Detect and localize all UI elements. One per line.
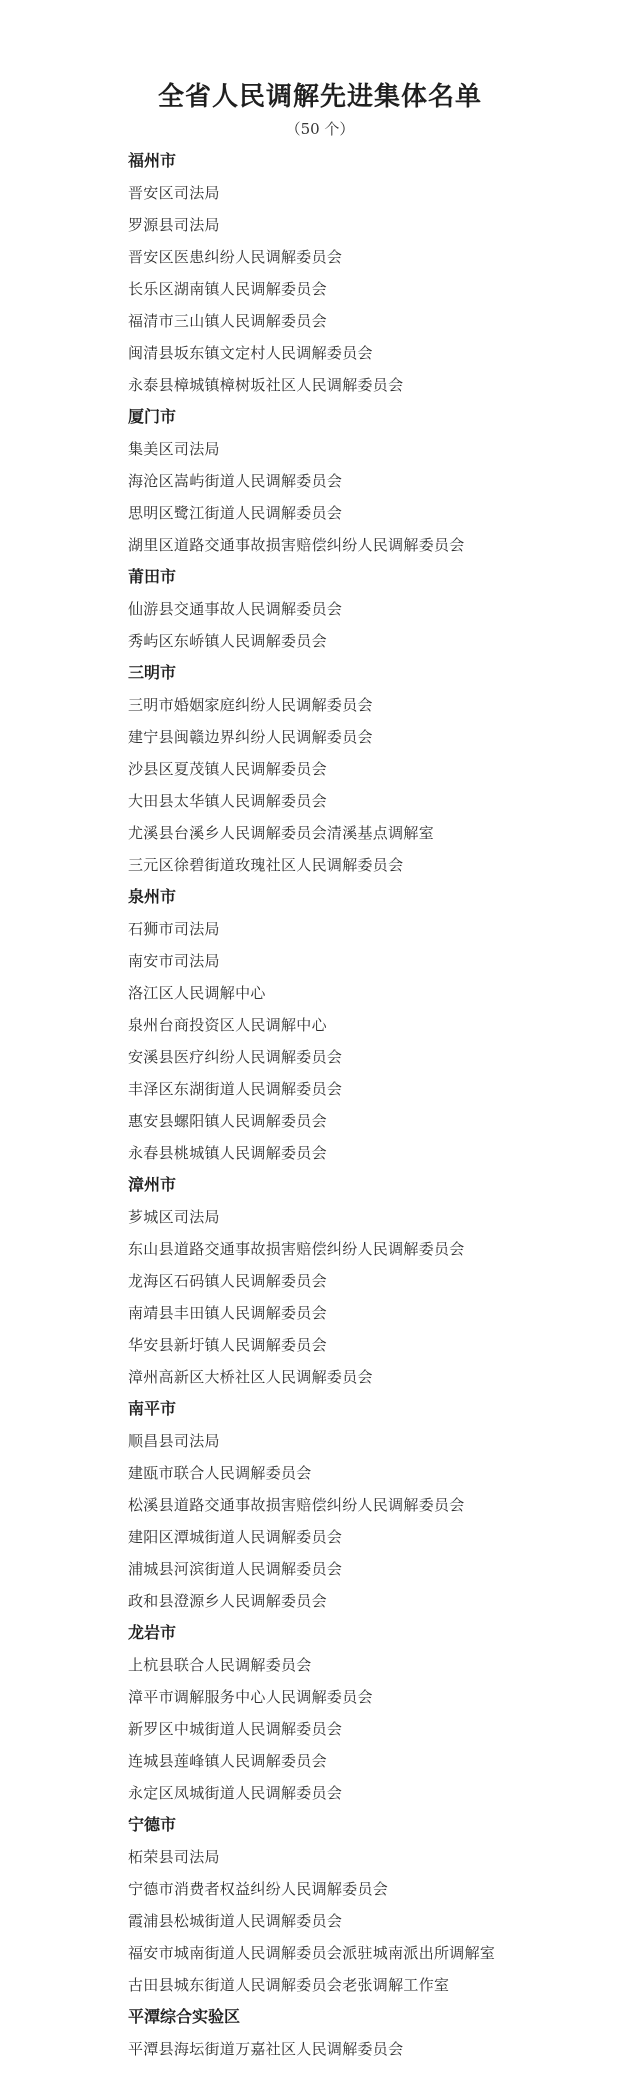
region-heading: 莆田市 bbox=[128, 567, 177, 586]
list-item: 石狮市司法局 bbox=[128, 920, 220, 938]
list-item: 华安县新圩镇人民调解委员会 bbox=[128, 1336, 327, 1354]
list-item: 新罗区中城街道人民调解委员会 bbox=[128, 1720, 343, 1738]
region-section bbox=[128, 1393, 608, 1617]
list-item: 罗源县司法局 bbox=[128, 216, 220, 234]
list-item: 福清市三山镇人民调解委员会 bbox=[128, 312, 327, 330]
region-heading: 平潭综合实验区 bbox=[128, 2007, 241, 2026]
region-section bbox=[128, 401, 608, 561]
list-item: 沙县区夏茂镇人民调解委员会 bbox=[128, 760, 327, 778]
region-heading: 龙岩市 bbox=[128, 1623, 177, 1642]
region-heading: 三明市 bbox=[128, 663, 177, 682]
list-item: 政和县澄源乡人民调解委员会 bbox=[128, 1592, 327, 1610]
list-item: 建瓯市联合人民调解委员会 bbox=[128, 1464, 312, 1482]
region-section bbox=[128, 561, 608, 657]
list-item: 泉州台商投资区人民调解中心 bbox=[128, 1016, 327, 1034]
list-item: 浦城县河滨街道人民调解委员会 bbox=[128, 1560, 343, 1578]
list-item: 集美区司法局 bbox=[128, 440, 220, 458]
list-item: 永泰县樟城镇樟树坂社区人民调解委员会 bbox=[128, 376, 404, 394]
list-item: 洛江区人民调解中心 bbox=[128, 984, 266, 1002]
list-item: 宁德市消费者权益纠纷人民调解委员会 bbox=[128, 1880, 389, 1898]
region-heading: 厦门市 bbox=[128, 407, 177, 426]
list-item: 松溪县道路交通事故损害赔偿纠纷人民调解委员会 bbox=[128, 1496, 465, 1514]
region-heading: 宁德市 bbox=[128, 1815, 177, 1834]
list-item: 漳平市调解服务中心人民调解委员会 bbox=[128, 1688, 373, 1706]
list-item: 仙游县交通事故人民调解委员会 bbox=[128, 600, 343, 618]
list-item: 安溪县医疗纠纷人民调解委员会 bbox=[128, 1048, 343, 1066]
region-section bbox=[128, 2001, 608, 2065]
page-subtitle: （50 个） bbox=[285, 120, 355, 138]
list-item: 晋安区司法局 bbox=[128, 184, 220, 202]
list-item: 芗城区司法局 bbox=[128, 1208, 220, 1226]
list-item: 上杭县联合人民调解委员会 bbox=[128, 1656, 312, 1674]
list-item: 长乐区湖南镇人民调解委员会 bbox=[128, 280, 327, 298]
list-item: 福安市城南街道人民调解委员会派驻城南派出所调解室 bbox=[128, 1944, 496, 1962]
list-item: 晋安区医患纠纷人民调解委员会 bbox=[128, 248, 343, 266]
region-heading: 泉州市 bbox=[128, 887, 177, 906]
list-item: 霞浦县松城街道人民调解委员会 bbox=[128, 1912, 343, 1930]
region-section bbox=[128, 881, 608, 1169]
region-section bbox=[128, 657, 608, 881]
list-item: 大田县太华镇人民调解委员会 bbox=[128, 792, 327, 810]
list-item: 尤溪县台溪乡人民调解委员会清溪基点调解室 bbox=[128, 824, 435, 842]
list-item: 建阳区潭城街道人民调解委员会 bbox=[128, 1528, 343, 1546]
list-item: 建宁县闽赣边界纠纷人民调解委员会 bbox=[128, 728, 373, 746]
list-item: 顺昌县司法局 bbox=[128, 1432, 220, 1450]
list-item: 连城县莲峰镇人民调解委员会 bbox=[128, 1752, 327, 1770]
region-heading: 漳州市 bbox=[128, 1175, 177, 1194]
list-item: 秀屿区东峤镇人民调解委员会 bbox=[128, 632, 327, 650]
list-item: 永定区凤城街道人民调解委员会 bbox=[128, 1784, 343, 1802]
list-item: 闽清县坂东镇文定村人民调解委员会 bbox=[128, 344, 373, 362]
region-section bbox=[128, 1617, 608, 1809]
honoree-list bbox=[128, 145, 608, 2065]
page-title: 全省人民调解先进集体名单 bbox=[157, 82, 482, 112]
list-item: 三明市婚姻家庭纠纷人民调解委员会 bbox=[128, 696, 373, 714]
list-item: 永春县桃城镇人民调解委员会 bbox=[128, 1144, 327, 1162]
region-heading: 南平市 bbox=[128, 1399, 177, 1418]
list-item: 龙海区石码镇人民调解委员会 bbox=[128, 1272, 327, 1290]
list-item: 湖里区道路交通事故损害赔偿纠纷人民调解委员会 bbox=[128, 536, 465, 554]
region-section bbox=[128, 1169, 608, 1393]
list-item: 南安市司法局 bbox=[128, 952, 220, 970]
list-item: 柘荣县司法局 bbox=[128, 1848, 220, 1866]
list-item: 惠安县螺阳镇人民调解委员会 bbox=[128, 1112, 327, 1130]
list-item: 三元区徐碧街道玫瑰社区人民调解委员会 bbox=[128, 856, 404, 874]
list-item: 古田县城东街道人民调解委员会老张调解工作室 bbox=[128, 1976, 450, 1994]
list-item: 漳州高新区大桥社区人民调解委员会 bbox=[128, 1368, 373, 1386]
region-section bbox=[128, 145, 608, 401]
region-section bbox=[128, 1809, 608, 2001]
list-item: 平潭县海坛街道万嘉社区人民调解委员会 bbox=[128, 2040, 404, 2058]
list-item: 东山县道路交通事故损害赔偿纠纷人民调解委员会 bbox=[128, 1240, 465, 1258]
list-item: 丰泽区东湖街道人民调解委员会 bbox=[128, 1080, 343, 1098]
list-item: 南靖县丰田镇人民调解委员会 bbox=[128, 1304, 327, 1322]
region-heading: 福州市 bbox=[128, 151, 177, 170]
list-item: 海沧区嵩屿街道人民调解委员会 bbox=[128, 472, 343, 490]
list-item: 思明区鹭江街道人民调解委员会 bbox=[128, 504, 343, 522]
